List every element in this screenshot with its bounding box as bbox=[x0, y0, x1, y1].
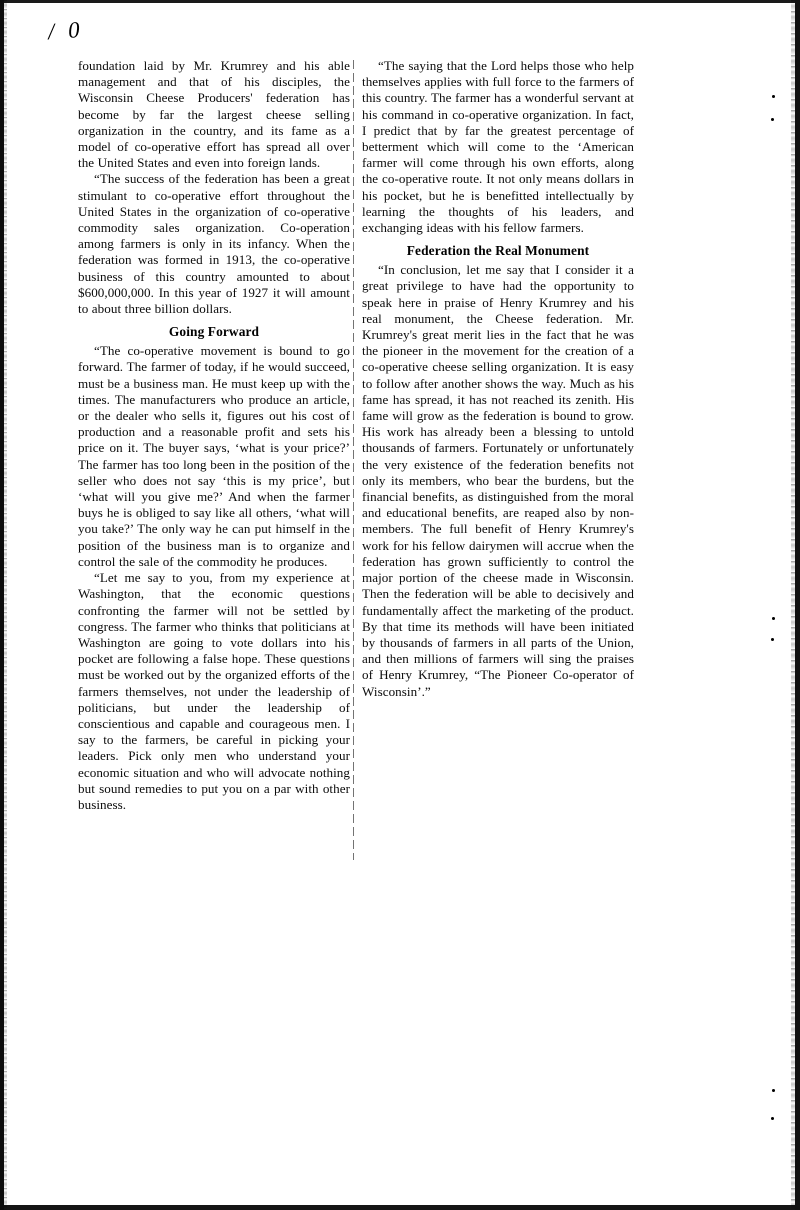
handwritten-page-number: / 0 bbox=[47, 16, 85, 45]
margin-speck bbox=[771, 118, 774, 121]
body-paragraph: foundation laid by Mr. Krumrey and his able management and that of his disciples, the Wisconsin Cheese Producers' federation has become by far the largest cheese selling organization in the country, and its fame as a model of co-operative effort has spread all over the United States and even into foreign lands. bbox=[78, 58, 350, 171]
scan-edge-right bbox=[795, 0, 800, 1210]
body-paragraph: “In conclusion, let me say that I consider it a great privilege to have had the opportunity to speak here in praise of Henry Krumrey and his real monument, the Cheese federation. Mr. Krumrey's great merit lies in the fact that he was the pioneer in the movement for the creation of a co-operative cheese selling organization. It is easy to follow after another shows the way. Much as his fame has spread, it has not reached its zenith. His fame will grow as the federation is bound to grow. His work has already been a blessing to untold thousands of farmers. Fortunately or unfortunately the very existence of the federation benefits not only its members, who bear the burdens, but the financial benefits, as distinguished from the moral and educational benefits, are reaped also by non-members. The full benefit of Henry Krumrey's work for his fellow dairymen will accrue when the federation has grown sufficiently to control the major portion of the cheese made in Wisconsin. Then the federation will be able to decisively and fundamentally affect the marketing of the product. By that time its methods will have been initiated by thousands of farmers in all parts of the Union, and then millions of farmers will sing the praises of Henry Krumrey, “The Pioneer Co-operator of Wisconsin’.” bbox=[362, 262, 634, 699]
text-column-left bbox=[78, 58, 350, 813]
body-paragraph: “The success of the federation has been a great stimulant to co-operative effort throughout the United States in the organization of co-operative commodity sales organization. Co-operation among farmers is only in its infancy. When the federation was formed in 1913, the co-operative business of this country amounted to about $600,000,000. In this year of 1927 it will amount to about three billion dollars. bbox=[78, 171, 350, 317]
section-subheading: Federation the Real Monument bbox=[406, 243, 590, 259]
margin-speck bbox=[771, 1117, 774, 1120]
margin-speck bbox=[771, 638, 774, 641]
body-paragraph: “The co-operative movement is bound to go forward. The farmer of today, if he would succeed, must be a business man. He must keep up with the times. The manufacturers who produce an article, or the dealer who sells it, figures out his cost of production and a reasonable profit and sets his price on it. The buyer says, ‘what is your price?’ The farmer has too long been in the position of the seller who does not say ‘this is my price’, but ‘what will you give me?’ And when the farmer buys he is obliged to say like all others, ‘what will you take?’ The only way he can put himself in the position of the business man is to organize and control the sale of the commodity he produces. bbox=[78, 343, 350, 569]
margin-speck bbox=[772, 95, 775, 98]
body-paragraph: “The saying that the Lord helps those who help themselves applies with full force to the farmers of this country. The farmer has a wonderful servant at his command in co-operative organization. In fact, I predict that by far the greatest percentage of betterment which will come to the ‘American farmer will come through his own efforts, along the co-operative route. It not only means dollars in his pocket, but he is benefitted intellectually by learning the thoughts of his leaders, and exchanging ideas with his fellow farmers. bbox=[362, 58, 634, 236]
text-column-right bbox=[362, 58, 634, 700]
column-divider-rule bbox=[353, 60, 354, 860]
body-paragraph: “Let me say to you, from my experience at Washington, that the economic questions confronting the farmer will not be settled by congress. The farmer who thinks that politicians at Washington are going to vote dollars into his pocket are following a false hope. These questions must be worked out by the organized efforts of the farmers themselves, not under the leadership of politicians, but under the leadership of conscientious and capable and courageous men. I say to the farmers, be careful in picking your leaders. Pick only men who understand your economic situation and who will advocate nothing but sound remedies to put you on a par with other business. bbox=[78, 570, 350, 812]
section-subheading: Going Forward bbox=[168, 324, 260, 340]
margin-speck bbox=[772, 1089, 775, 1092]
scan-edge-top bbox=[0, 0, 800, 3]
scan-edge-bottom bbox=[0, 1205, 800, 1210]
scan-noise-right bbox=[791, 0, 795, 1210]
scan-noise-left bbox=[4, 0, 7, 1210]
margin-speck bbox=[772, 617, 775, 620]
